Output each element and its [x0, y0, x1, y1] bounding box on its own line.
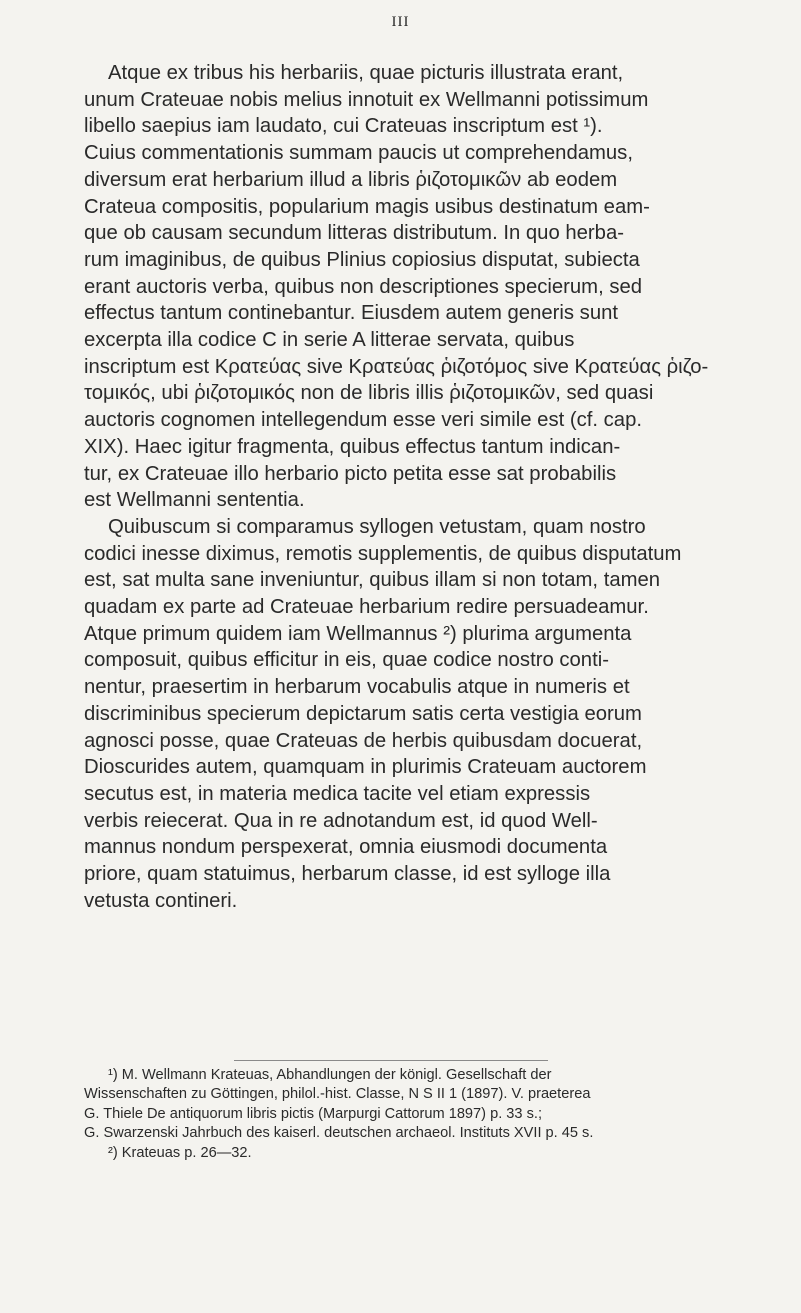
text-line: discriminibus specierum depictarum satis certa vestigia eorum: [84, 702, 642, 725]
text-line: excerpta illa codice C in serie A litterae servata, quibus: [84, 329, 575, 352]
text-line: XIX). Haec igitur fragmenta, quibus effectus tantum indican-: [84, 435, 621, 458]
text-line: quadam ex parte ad Crateuae herbarium redire persuadeamur.: [84, 596, 649, 619]
text-line: est, sat multa sane inveniuntur, quibus illam si non totam, tamen: [84, 569, 661, 592]
footnote-line: G. Thiele De antiquorum libris pictis (Marpurgi Cattorum 1897) p. 33 s.;: [84, 1105, 542, 1122]
text-line: unum Crateuae nobis melius innotuit ex Wellmanni potissimum: [84, 88, 649, 111]
text-line: secutus est, in materia medica tacite vel etiam expressis: [84, 782, 591, 805]
text-line: Quibuscum si comparamus syllogen vetustam, quam nostro: [108, 515, 646, 538]
page-number: III: [391, 14, 410, 30]
paragraph-1: [84, 60, 714, 514]
text-line: mannus nondum perspexerat, omnia eiusmodi documenta: [84, 836, 608, 859]
text-line: verbis reiecerat. Qua in re adnotandum est, id quod Well-: [84, 809, 598, 832]
text-line: Crateua compositis, popularium magis usibus destinatum eam-: [84, 195, 650, 218]
text-line: inscriptum est Κρατεύας sive Κρατεύας ῥιζοτόμος sive Κρατεύας ῥιζο-: [84, 355, 709, 378]
text-line: priore, quam statuimus, herbarum classe, id est sylloge illa: [84, 863, 611, 886]
text-line: auctoris cognomen intellegendum esse veri simile est (cf. cap.: [84, 409, 642, 432]
text-line: tur, ex Crateuae illo herbario picto petita esse sat probabilis: [84, 462, 617, 485]
text-line: rum imaginibus, de quibus Plinius copiosius disputat, subiecta: [84, 248, 640, 271]
text-line: codici inesse diximus, remotis supplementis, de quibus disputatum: [84, 542, 682, 565]
text-line: que ob causam secundum litteras distributum. In quo herba-: [84, 222, 624, 245]
text-line: Cuius commentationis summam paucis ut comprehendamus,: [84, 142, 633, 165]
text-line: agnosci posse, quae Crateuas de herbis quibusdam docuerat,: [84, 729, 643, 752]
text-line: est Wellmanni sententia.: [84, 489, 305, 512]
footnotes: [84, 1066, 714, 1163]
footnote-line: Wissenschaften zu Göttingen, philol.-hist. Classe, N S II 1 (1897). V. praeterea: [84, 1086, 591, 1103]
text-line: τομικός, ubi ῥιζοτομικός non de libris illis ῥιζοτομικῶν, sed quasi: [84, 382, 654, 405]
footnote-line: ²) Krateuas p. 26—32.: [108, 1144, 252, 1161]
text-line: libello saepius iam laudato, cui Crateuas inscriptum est ¹).: [84, 115, 603, 138]
text-line: composuit, quibus efficitur in eis, quae codice nostro conti-: [84, 649, 609, 672]
main-text: [84, 60, 714, 915]
footnote-divider: [234, 1060, 548, 1061]
footnote-line: ¹) M. Wellmann Krateuas, Abhandlungen der königl. Gesellschaft der: [108, 1067, 552, 1083]
text-line: vetusta contineri.: [84, 889, 238, 912]
text-line: diversum erat herbarium illud a libris ῥιζοτομικῶν ab eodem: [84, 168, 618, 191]
text-line: Atque primum quidem iam Wellmannus ²) plurima argumenta: [84, 622, 632, 645]
text-line: Atque ex tribus his herbariis, quae picturis illustrata erant,: [108, 62, 624, 84]
footnote-line: G. Swarzenski Jahrbuch des kaiserl. deutschen archaeol. Instituts XVII p. 45 s.: [84, 1125, 594, 1142]
paragraph-2: [84, 514, 714, 915]
text-line: effectus tantum continebantur. Eiusdem autem generis sunt: [84, 302, 619, 325]
text-line: erant auctoris verba, quibus non descriptiones specierum, sed: [84, 275, 643, 298]
text-line: Dioscurides autem, quamquam in plurimis Crateuam auctorem: [84, 756, 647, 779]
text-line: nentur, praesertim in herbarum vocabulis atque in numeris et: [84, 676, 630, 699]
